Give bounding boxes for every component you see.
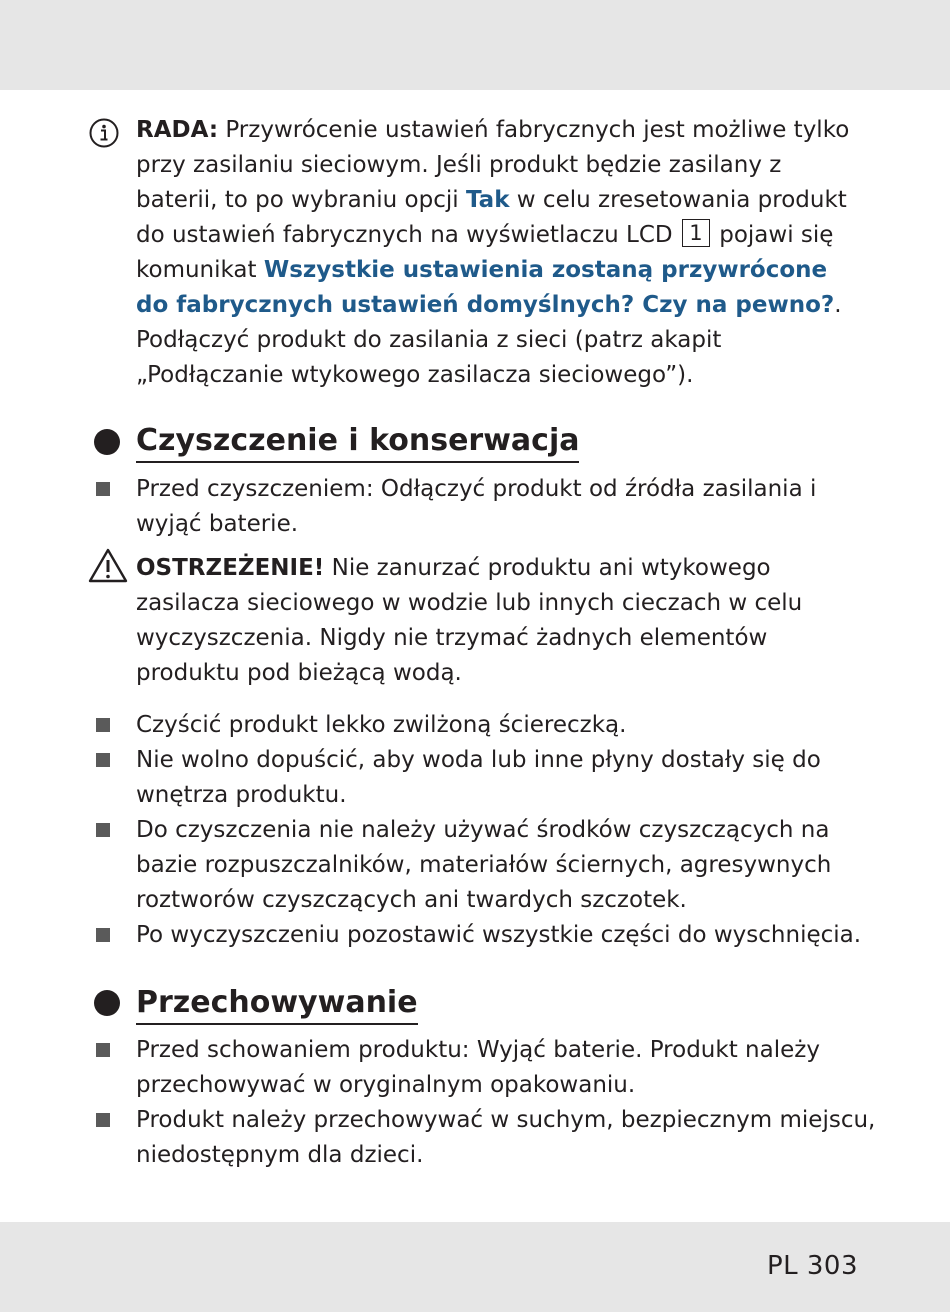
- cleaning-list-2: [96, 708, 876, 953]
- cleaning-list-1: [96, 472, 876, 542]
- list-item: [96, 1033, 876, 1103]
- heading-bullet-icon: [94, 429, 120, 455]
- list-item: [96, 813, 876, 918]
- list-item-text: Przed czyszczeniem: Odłączyć produkt od źródła zasilania i wyjąć baterie.: [136, 476, 817, 537]
- list-item: [96, 1103, 876, 1173]
- tip-label: RADA:: [136, 117, 219, 143]
- list-item-text: Po wyczyszczeniu pozostawić wszystkie części do wyschnięcia.: [136, 922, 862, 948]
- square-bullet-icon: [96, 823, 110, 837]
- list-item-text: Produkt należy przechowywać w suchym, bezpiecznym miejscu, niedostępnym dla dzieci.: [136, 1107, 876, 1168]
- top-band: [0, 0, 950, 90]
- list-item: [96, 472, 876, 542]
- list-item-text: Czyścić produkt lekko zwilżoną ściereczką.: [136, 712, 627, 738]
- list-item: [96, 918, 876, 953]
- list-item: [96, 743, 876, 813]
- heading-bullet-icon: [94, 990, 120, 1016]
- warning-paragraph: [136, 551, 866, 691]
- square-bullet-icon: [96, 1113, 110, 1127]
- square-bullet-icon: [96, 753, 110, 767]
- page-number: PL 303: [766, 1251, 858, 1281]
- tip-text: pojawi się komunikat: [136, 222, 834, 283]
- warning-text: Nie zanurzać produktu ani wtykowego zasilacza sieciowego w wodzie lub innych cieczach w celu wyczyszczenia. Nigdy nie trzymać żadnych elementów produktu pod bieżącą wodą.: [136, 555, 803, 686]
- list-item-text: Przed schowaniem produktu: Wyjąć baterie. Produkt należy przechowywać w oryginalnym opakowaniu.: [136, 1037, 820, 1098]
- square-bullet-icon: [96, 928, 110, 942]
- lcd-reference-box: 1: [682, 219, 710, 247]
- cleaning-heading: Czyszczenie i konserwacja: [136, 421, 579, 463]
- info-icon: [88, 117, 120, 149]
- tip-option: Tak: [465, 187, 510, 213]
- tip-text: w celu zresetowania produkt do ustawień fabrycznych na wyświetlaczu LCD: [136, 187, 847, 248]
- list-item-text: Nie wolno dopuścić, aby woda lub inne płyny dostały się do wnętrza produktu.: [136, 747, 821, 808]
- square-bullet-icon: [96, 718, 110, 732]
- storage-heading: Przechowywanie: [136, 983, 418, 1025]
- tip-text: . Podłączyć produkt do zasilania z sieci (patrz akapit „Podłączanie wtykowego zasilacza sieciowego”).: [136, 292, 842, 388]
- square-bullet-icon: [96, 1043, 110, 1057]
- warning-icon: [88, 548, 128, 584]
- square-bullet-icon: [96, 482, 110, 496]
- list-item-text: Do czyszczenia nie należy używać środków czyszczących na bazie rozpuszczalników, materiałów ściernych, agresywnych roztworów czyszczących ani twardych szczotek.: [136, 817, 832, 913]
- tip-text: Przywrócenie ustawień fabrycznych jest możliwe tylko przy zasilaniu sieciowym. Jeśli produkt będzie zasilany z baterii, to po wybraniu opcji: [136, 117, 850, 213]
- tip-message: Wszystkie ustawienia zostaną przywrócone do fabrycznych ustawień domyślnych? Czy na pewno?: [136, 257, 835, 318]
- storage-list: [96, 1033, 876, 1173]
- tip-paragraph: [136, 113, 866, 393]
- list-item: [96, 708, 876, 743]
- warning-label: OSTRZEŻENIE!: [136, 555, 325, 581]
